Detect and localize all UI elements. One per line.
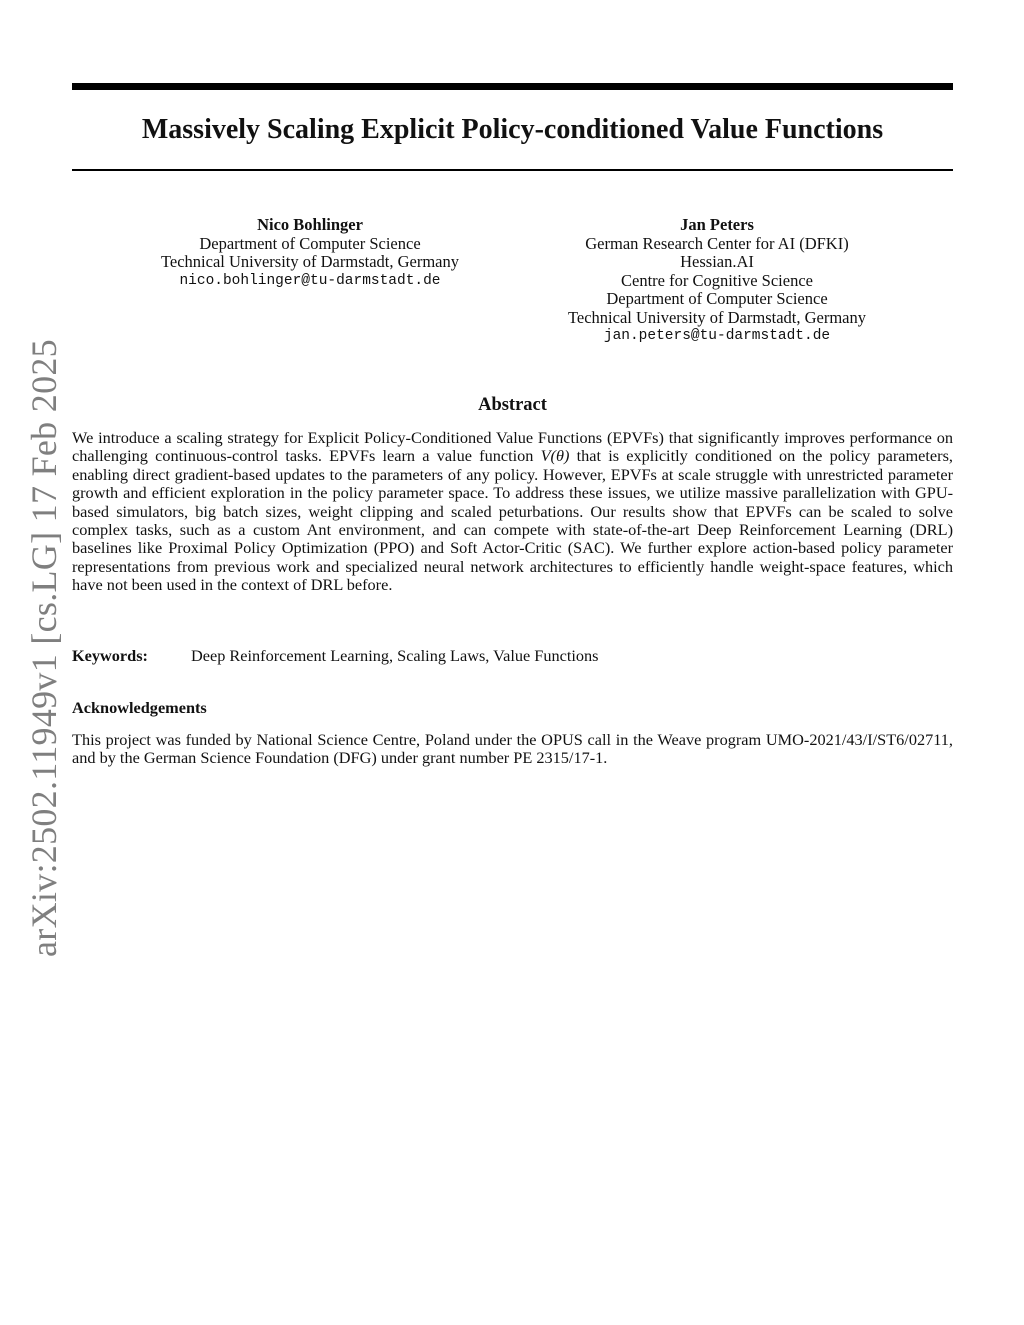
paper-title: Massively Scaling Explicit Policy-conditioned Value Functions [141, 114, 884, 145]
author-affiliation: Centre for Cognitive Science [621, 270, 813, 290]
author-affiliation: Technical University of Darmstadt, Germany [567, 307, 867, 327]
author-affiliation: Department of Computer Science [199, 233, 421, 253]
title-top-rule [72, 83, 953, 90]
abstract-text-part: We introduce a scaling strategy for Explicit Policy-Conditioned Value Functions (EPVFs) that significantly improves performance on challenging continuous-control tasks. EPVFs learn a value function [72, 428, 953, 466]
keywords-line [72, 646, 953, 666]
acknowledgements-body: This project was funded by National Science Centre, Poland under the OPUS call in the Weave program UMO-2021/43/I/ST6/02711, and by the German Science Foundation (DFG) under grant number PE 2315/17-1. [72, 730, 953, 768]
keywords-label: Keywords: [72, 646, 148, 665]
arxiv-stamp: arXiv:2502.11949v1 [cs.LG] 17 Feb 2025 [24, 339, 64, 957]
author-affiliation: German Research Center for AI (DFKI) [585, 233, 849, 253]
keywords-list: Deep Reinforcement Learning, Scaling Laws, Value Functions [191, 646, 599, 665]
author-name: Jan Peters [680, 215, 754, 234]
author-block-2 [527, 216, 907, 346]
title-bottom-rule [72, 169, 953, 171]
author-name: Nico Bohlinger [257, 215, 363, 234]
abstract-math: V(θ) [540, 446, 570, 466]
author-affiliation: Hessian.AI [680, 252, 754, 271]
author-email[interactable]: nico.bohlinger@tu-darmstadt.de [179, 272, 441, 289]
author-affiliation: Department of Computer Science [606, 289, 828, 308]
author-block-1 [120, 216, 500, 290]
abstract-body [72, 429, 953, 595]
abstract-text-part: that is explicitly conditioned on the policy parameters, enabling direct gradient-based updates to the parameters of any policy. However, EPVFs at scale struggle with unrestricted parameter growth and efficient exploration in the policy parameter space. To address these issues, we utilize massive parallelization with GPU-based simulators, big batch sizes, weight clipping and scaled peturbations. Our results show that EPVFs can be scaled to solve complex tasks, such as a custom Ant environment, and can compete with state-of-the-art Deep Reinforcement Learning (DRL) baselines like Proximal Policy Optimization (PPO) and Soft Actor-Critic (SAC). We further explore action-based policy parameter representations from previous work and specialized neural network architectures to efficiently handle weight-space features, which have not been used in the context of DRL before. [72, 446, 953, 595]
author-email[interactable]: jan.peters@tu-darmstadt.de [603, 328, 831, 344]
abstract-heading: Abstract [478, 395, 547, 415]
author-affiliation: Technical University of Darmstadt, Germany [160, 252, 460, 271]
acknowledgements-heading: Acknowledgements [72, 698, 207, 717]
